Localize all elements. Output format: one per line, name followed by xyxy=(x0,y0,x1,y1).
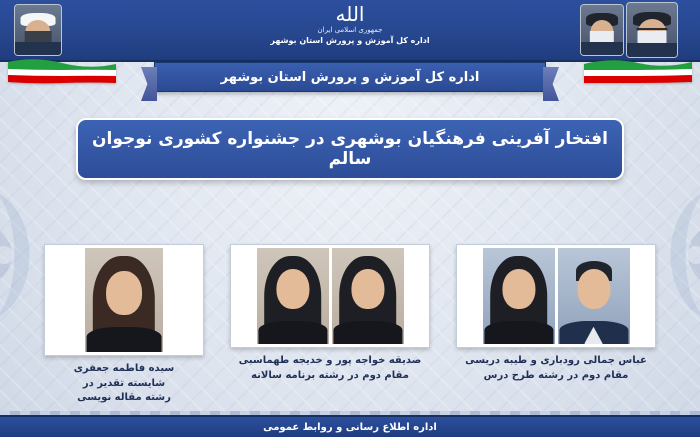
president-portrait xyxy=(14,4,62,56)
face-shape xyxy=(106,271,142,315)
organization-emblem xyxy=(270,4,429,45)
shoulder-shape xyxy=(87,327,162,352)
ribbon-title: اداره کل آموزش و پرورش استان بوشهر xyxy=(154,62,546,92)
headline-banner: افتخار آفرینی فرهنگیان بوشهری در جشنواره کشوری نوجوان سالم xyxy=(76,118,624,180)
award-card xyxy=(230,244,430,406)
photo-frame xyxy=(44,244,204,356)
portrait-photo xyxy=(483,248,555,344)
award-card xyxy=(456,244,656,406)
portrait-photo xyxy=(257,248,329,344)
portrait-face xyxy=(15,5,61,55)
supreme-leader-portrait xyxy=(626,2,678,58)
award-card xyxy=(44,244,204,406)
portrait-face xyxy=(581,5,623,55)
emblem-country-label: جمهوری اسلامی ایران xyxy=(317,26,383,34)
iran-emblem-icon: الله xyxy=(335,2,365,26)
portrait-photo xyxy=(332,248,404,344)
award-caption: عباس جمالی رودباری و طیبه دریسی مقام دوم در رشته طرح درس xyxy=(465,355,647,381)
award-caption: صدیقه خواجه پور و خدیجه طهماسبی مقام دوم در رشته برنامه سالانه xyxy=(238,355,422,381)
leader-portrait xyxy=(580,4,624,56)
photo-frame xyxy=(456,244,656,348)
footer-bar: اداره اطلاع رسانی و روابط عمومی xyxy=(0,415,700,437)
header-bar xyxy=(0,0,700,62)
face-shape xyxy=(577,269,610,309)
award-cards xyxy=(0,244,700,406)
emblem-org-label: اداره کل آموزش و پرورش استان بوشهر xyxy=(270,36,430,45)
face-shape xyxy=(502,269,535,309)
iran-flag-left-icon xyxy=(8,58,116,84)
shoulder-shape xyxy=(258,321,327,344)
portrait-face xyxy=(627,3,677,57)
shoulder-shape xyxy=(484,321,553,344)
award-caption: سیده فاطمه جعفری شایسته تقدیر در رشته مقاله نویسی xyxy=(73,363,175,403)
robe-shape xyxy=(15,42,61,55)
photo-frame xyxy=(230,244,430,348)
robe-shape xyxy=(627,43,677,57)
portrait-photo xyxy=(85,248,163,352)
face-shape xyxy=(276,269,309,309)
shoulder-shape xyxy=(333,321,402,344)
glasses-icon xyxy=(637,28,668,33)
robe-shape xyxy=(581,42,623,55)
face-shape xyxy=(351,269,384,309)
iran-flag-right-icon xyxy=(584,58,692,84)
portrait-photo xyxy=(558,248,630,344)
